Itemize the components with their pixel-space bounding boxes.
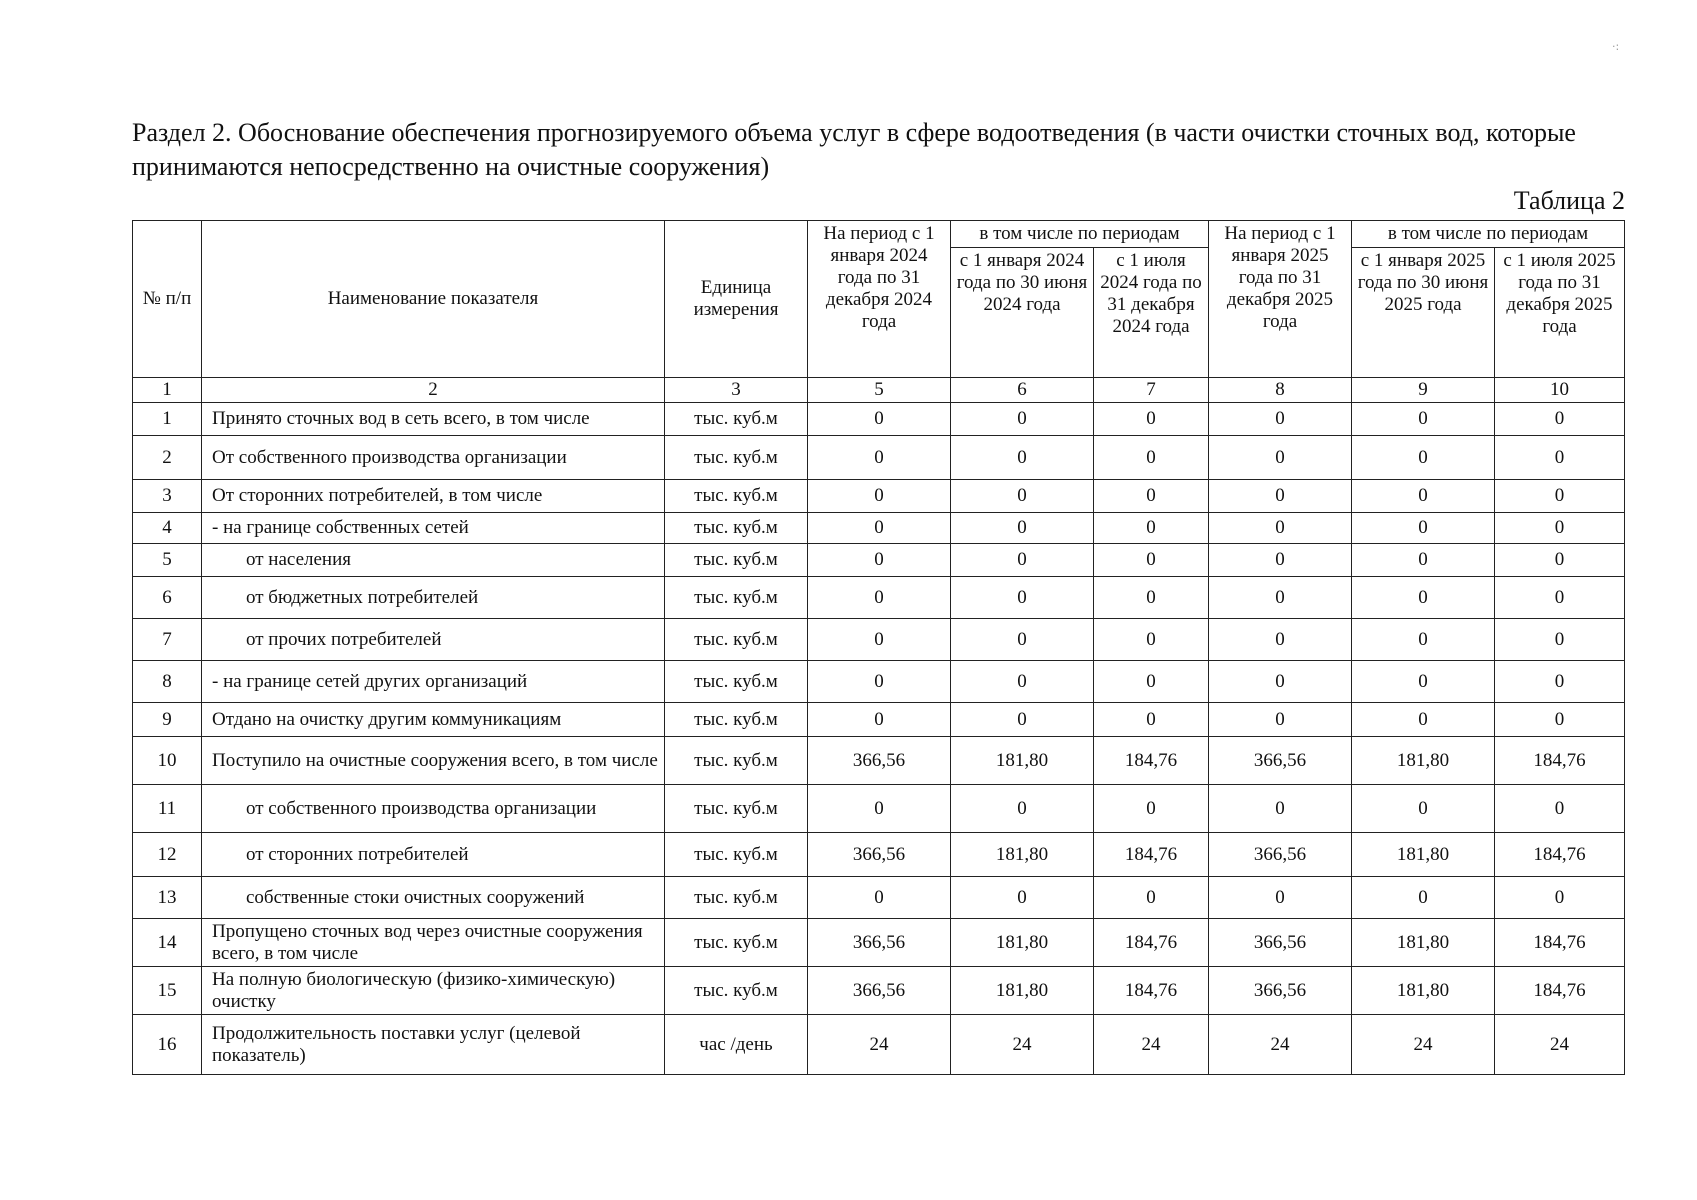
row-unit: тыс. куб.м xyxy=(665,833,808,877)
value-2024-h1: 0 xyxy=(951,513,1094,544)
value-2025-h1: 181,80 xyxy=(1352,737,1495,785)
value-2024-total: 0 xyxy=(808,513,951,544)
value-2025-total: 366,56 xyxy=(1209,967,1352,1015)
value-2025-total: 0 xyxy=(1209,877,1352,919)
value-2025-h1: 0 xyxy=(1352,480,1495,513)
value-2024-total: 0 xyxy=(808,577,951,619)
value-2024-total: 0 xyxy=(808,619,951,661)
value-2024-h1: 0 xyxy=(951,577,1094,619)
header-h1-2024: с 1 января 2024 года по 30 июня 2024 года xyxy=(951,248,1094,378)
value-2024-h1: 0 xyxy=(951,703,1094,737)
value-2024-total: 366,56 xyxy=(808,919,951,967)
value-2025-total: 0 xyxy=(1209,513,1352,544)
value-2024-total: 366,56 xyxy=(808,737,951,785)
value-2024-total: 366,56 xyxy=(808,967,951,1015)
value-2024-h2: 0 xyxy=(1094,544,1209,577)
value-2024-h2: 0 xyxy=(1094,661,1209,703)
column-number: 1 xyxy=(133,378,202,403)
table-row xyxy=(133,619,1625,661)
table-row xyxy=(133,967,1625,1015)
value-2025-h1: 181,80 xyxy=(1352,919,1495,967)
value-2024-h2: 0 xyxy=(1094,403,1209,436)
value-2025-h2: 0 xyxy=(1495,513,1625,544)
row-unit: тыс. куб.м xyxy=(665,480,808,513)
row-number: 11 xyxy=(133,785,202,833)
row-number: 14 xyxy=(133,919,202,967)
row-number: 13 xyxy=(133,877,202,919)
row-unit: тыс. куб.м xyxy=(665,577,808,619)
value-2025-h2: 184,76 xyxy=(1495,967,1625,1015)
value-2025-h1: 0 xyxy=(1352,513,1495,544)
row-name: от прочих потребителей xyxy=(202,619,665,661)
table-row xyxy=(133,703,1625,737)
row-unit: тыс. куб.м xyxy=(665,436,808,480)
value-2025-total: 366,56 xyxy=(1209,919,1352,967)
row-name: Принято сточных вод в сеть всего, в том числе xyxy=(202,403,665,436)
row-number: 10 xyxy=(133,737,202,785)
table-row xyxy=(133,577,1625,619)
row-number: 9 xyxy=(133,703,202,737)
row-unit: тыс. куб.м xyxy=(665,619,808,661)
value-2024-h1: 0 xyxy=(951,544,1094,577)
column-number: 7 xyxy=(1094,378,1209,403)
value-2024-h2: 184,76 xyxy=(1094,967,1209,1015)
value-2025-h2: 24 xyxy=(1495,1015,1625,1075)
header-period-2025: На период с 1 января 2025 года по 31 декабря 2025 года xyxy=(1209,221,1352,378)
value-2024-h1: 181,80 xyxy=(951,833,1094,877)
row-number: 16 xyxy=(133,1015,202,1075)
value-2024-h1: 0 xyxy=(951,436,1094,480)
value-2024-h2: 0 xyxy=(1094,619,1209,661)
value-2024-h1: 0 xyxy=(951,403,1094,436)
value-2025-h1: 0 xyxy=(1352,577,1495,619)
row-unit: тыс. куб.м xyxy=(665,919,808,967)
row-unit: час /день xyxy=(665,1015,808,1075)
row-number: 6 xyxy=(133,577,202,619)
header-h1-2025: с 1 января 2025 года по 30 июня 2025 года xyxy=(1352,248,1495,378)
value-2024-h1: 0 xyxy=(951,877,1094,919)
row-number: 1 xyxy=(133,403,202,436)
value-2025-total: 0 xyxy=(1209,480,1352,513)
row-unit: тыс. куб.м xyxy=(665,403,808,436)
section-title: Раздел 2. Обоснование обеспечения прогнозируемого объема услуг в сфере водоотведения (в части очистки сточных вод, которые принимаются непосредственно на очистные сооружения) xyxy=(132,118,1576,181)
row-number: 12 xyxy=(133,833,202,877)
value-2025-h2: 184,76 xyxy=(1495,737,1625,785)
value-2024-total: 0 xyxy=(808,436,951,480)
table-row xyxy=(133,737,1625,785)
value-2025-h1: 0 xyxy=(1352,619,1495,661)
table-row xyxy=(133,661,1625,703)
value-2024-h2: 0 xyxy=(1094,577,1209,619)
value-2024-h1: 0 xyxy=(951,619,1094,661)
row-number: 4 xyxy=(133,513,202,544)
value-2025-h1: 0 xyxy=(1352,877,1495,919)
value-2025-h2: 0 xyxy=(1495,619,1625,661)
table-row xyxy=(133,480,1625,513)
header-num: № п/п xyxy=(133,221,202,378)
table-caption: Таблица 2 xyxy=(1513,186,1625,215)
value-2025-total: 24 xyxy=(1209,1015,1352,1075)
value-2024-h1: 0 xyxy=(951,785,1094,833)
row-unit: тыс. куб.м xyxy=(665,513,808,544)
column-number: 5 xyxy=(808,378,951,403)
value-2024-h1: 0 xyxy=(951,661,1094,703)
table-row xyxy=(133,1015,1625,1075)
row-number: 7 xyxy=(133,619,202,661)
value-2025-h1: 0 xyxy=(1352,436,1495,480)
row-unit: тыс. куб.м xyxy=(665,703,808,737)
value-2025-total: 0 xyxy=(1209,577,1352,619)
value-2025-total: 0 xyxy=(1209,703,1352,737)
value-2024-h2: 0 xyxy=(1094,785,1209,833)
header-subperiods-2024: в том числе по периодам xyxy=(951,221,1209,248)
table-row xyxy=(133,833,1625,877)
value-2025-h1: 181,80 xyxy=(1352,833,1495,877)
row-unit: тыс. куб.м xyxy=(665,737,808,785)
value-2025-h2: 0 xyxy=(1495,480,1625,513)
value-2025-h2: 0 xyxy=(1495,577,1625,619)
row-name: собственные стоки очистных сооружений xyxy=(202,877,665,919)
value-2024-h2: 184,76 xyxy=(1094,833,1209,877)
value-2025-total: 0 xyxy=(1209,436,1352,480)
value-2024-h2: 0 xyxy=(1094,703,1209,737)
row-name: от сторонних потребителей xyxy=(202,833,665,877)
value-2025-h1: 0 xyxy=(1352,544,1495,577)
value-2025-total: 366,56 xyxy=(1209,833,1352,877)
value-2025-h2: 0 xyxy=(1495,661,1625,703)
row-name: На полную биологическую (физико-химическую) очистку xyxy=(202,967,665,1015)
value-2025-h2: 0 xyxy=(1495,785,1625,833)
column-number: 3 xyxy=(665,378,808,403)
value-2024-h1: 24 xyxy=(951,1015,1094,1075)
header-unit: Единица измерения xyxy=(665,221,808,378)
scan-artifact: ·: xyxy=(1612,40,1620,53)
column-number: 9 xyxy=(1352,378,1495,403)
row-number: 2 xyxy=(133,436,202,480)
table-row xyxy=(133,403,1625,436)
column-number: 8 xyxy=(1209,378,1352,403)
value-2025-total: 0 xyxy=(1209,403,1352,436)
data-table xyxy=(132,220,1625,1075)
row-name: - на границе сетей других организаций xyxy=(202,661,665,703)
value-2024-total: 0 xyxy=(808,785,951,833)
row-number: 8 xyxy=(133,661,202,703)
row-name: от населения xyxy=(202,544,665,577)
row-name: От сторонних потребителей, в том числе xyxy=(202,480,665,513)
value-2024-h1: 0 xyxy=(951,480,1094,513)
row-unit: тыс. куб.м xyxy=(665,967,808,1015)
value-2025-total: 0 xyxy=(1209,661,1352,703)
value-2025-total: 0 xyxy=(1209,619,1352,661)
row-name: от бюджетных потребителей xyxy=(202,577,665,619)
value-2024-h1: 181,80 xyxy=(951,737,1094,785)
value-2024-h2: 0 xyxy=(1094,877,1209,919)
value-2024-total: 0 xyxy=(808,403,951,436)
value-2025-h1: 181,80 xyxy=(1352,967,1495,1015)
value-2025-h1: 24 xyxy=(1352,1015,1495,1075)
value-2025-h2: 184,76 xyxy=(1495,833,1625,877)
value-2025-h1: 0 xyxy=(1352,403,1495,436)
row-name: Отдано на очистку другим коммуникациям xyxy=(202,703,665,737)
value-2024-h1: 181,80 xyxy=(951,967,1094,1015)
header-period-2024: На период с 1 января 2024 года по 31 декабря 2024 года xyxy=(808,221,951,378)
value-2024-total: 0 xyxy=(808,877,951,919)
table-row xyxy=(133,544,1625,577)
value-2024-total: 0 xyxy=(808,544,951,577)
value-2024-h2: 0 xyxy=(1094,480,1209,513)
table-row xyxy=(133,785,1625,833)
row-name: от собственного производства организации xyxy=(202,785,665,833)
value-2024-total: 0 xyxy=(808,661,951,703)
value-2024-h2: 0 xyxy=(1094,513,1209,544)
value-2024-h1: 181,80 xyxy=(951,919,1094,967)
row-name: - на границе собственных сетей xyxy=(202,513,665,544)
header-h2-2024: с 1 июля 2024 года по 31 декабря 2024 года xyxy=(1094,248,1209,378)
column-number: 10 xyxy=(1495,378,1625,403)
value-2025-h2: 0 xyxy=(1495,877,1625,919)
header-name: Наименование показателя xyxy=(202,221,665,378)
row-unit: тыс. куб.м xyxy=(665,544,808,577)
column-number-row xyxy=(133,378,1625,403)
row-name: Пропущено сточных вод через очистные сооружения всего, в том числе xyxy=(202,919,665,967)
value-2024-total: 366,56 xyxy=(808,833,951,877)
row-number: 5 xyxy=(133,544,202,577)
header-subperiods-2025: в том числе по периодам xyxy=(1352,221,1625,248)
header-h2-2025: с 1 июля 2025 года по 31 декабря 2025 года xyxy=(1495,248,1625,378)
value-2024-total: 0 xyxy=(808,703,951,737)
value-2025-h1: 0 xyxy=(1352,785,1495,833)
table-row xyxy=(133,513,1625,544)
row-name: Поступило на очистные сооружения всего, в том числе xyxy=(202,737,665,785)
row-unit: тыс. куб.м xyxy=(665,785,808,833)
row-unit: тыс. куб.м xyxy=(665,877,808,919)
value-2024-total: 0 xyxy=(808,480,951,513)
value-2025-h1: 0 xyxy=(1352,703,1495,737)
row-number: 15 xyxy=(133,967,202,1015)
table-row xyxy=(133,877,1625,919)
table-row xyxy=(133,436,1625,480)
value-2025-total: 0 xyxy=(1209,544,1352,577)
value-2025-h2: 0 xyxy=(1495,436,1625,480)
row-name: От собственного производства организации xyxy=(202,436,665,480)
value-2025-total: 366,56 xyxy=(1209,737,1352,785)
row-name: Продолжительность поставки услуг (целевой показатель) xyxy=(202,1015,665,1075)
value-2025-h2: 0 xyxy=(1495,703,1625,737)
value-2025-h1: 0 xyxy=(1352,661,1495,703)
table-row xyxy=(133,919,1625,967)
value-2025-h2: 184,76 xyxy=(1495,919,1625,967)
value-2025-h2: 0 xyxy=(1495,544,1625,577)
value-2025-total: 0 xyxy=(1209,785,1352,833)
value-2024-h2: 184,76 xyxy=(1094,737,1209,785)
row-unit: тыс. куб.м xyxy=(665,661,808,703)
value-2024-h2: 184,76 xyxy=(1094,919,1209,967)
column-number: 6 xyxy=(951,378,1094,403)
value-2024-total: 24 xyxy=(808,1015,951,1075)
column-number: 2 xyxy=(202,378,665,403)
value-2024-h2: 0 xyxy=(1094,436,1209,480)
value-2024-h2: 24 xyxy=(1094,1015,1209,1075)
row-number: 3 xyxy=(133,480,202,513)
value-2025-h2: 0 xyxy=(1495,403,1625,436)
